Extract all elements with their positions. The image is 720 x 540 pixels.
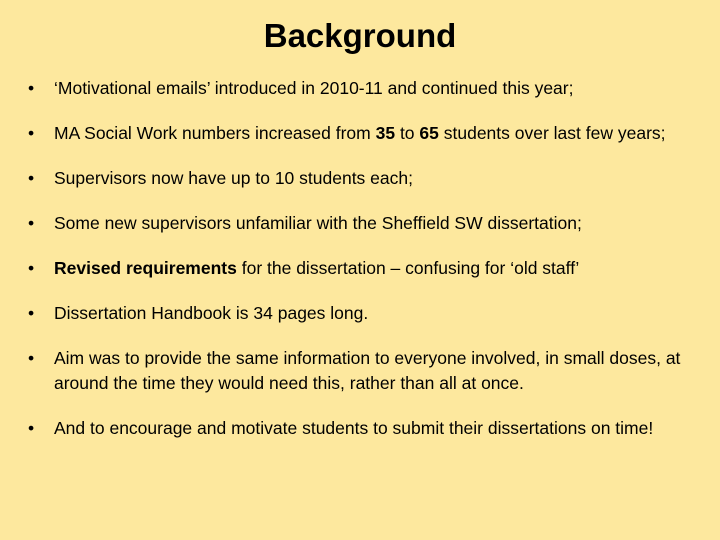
bullet-text: Aim was to provide the same information to everyone involved, in small doses, at around the time they would need this, rather than all at once. bbox=[54, 348, 681, 393]
bullet-marker: • bbox=[28, 258, 35, 278]
bullet-text-bold: Revised requirements bbox=[54, 258, 237, 278]
bullet-text: Supervisors now have up to 10 students each; bbox=[54, 168, 413, 188]
bullet-list bbox=[28, 76, 690, 461]
bullet-text-bold: 65 bbox=[419, 123, 439, 143]
bullet-item bbox=[28, 256, 690, 281]
bullet-marker: • bbox=[28, 168, 35, 188]
bullet-item bbox=[28, 416, 690, 441]
bullet-marker: • bbox=[28, 348, 35, 368]
bullet-item bbox=[28, 211, 690, 236]
bullet-item bbox=[28, 76, 690, 101]
bullet-item bbox=[28, 166, 690, 191]
bullet-item bbox=[28, 121, 690, 146]
bullet-text: students over last few years; bbox=[438, 123, 666, 143]
bullet-marker: • bbox=[28, 418, 35, 438]
bullet-marker: • bbox=[28, 78, 35, 98]
bullet-text-bold: 35 bbox=[375, 123, 396, 143]
bullet-text: to bbox=[395, 123, 420, 143]
bullet-marker: • bbox=[28, 213, 35, 233]
bullet-text: Some new supervisors unfamiliar with the Sheffield SW dissertation; bbox=[54, 213, 582, 233]
bullet-text: MA Social Work numbers increased from bbox=[54, 123, 376, 143]
bullet-marker: • bbox=[28, 303, 35, 323]
slide-title: Background bbox=[263, 17, 457, 54]
bullet-text: Dissertation Handbook is 34 pages long. bbox=[54, 303, 369, 323]
bullet-item bbox=[28, 301, 690, 326]
bullet-text: And to encourage and motivate students to submit their dissertations on time! bbox=[54, 418, 654, 438]
bullet-text: for the dissertation – confusing for ‘old staff’ bbox=[236, 258, 580, 278]
bullet-marker: • bbox=[28, 123, 35, 143]
bullet-item bbox=[28, 346, 690, 396]
bullet-text: ‘Motivational emails’ introduced in 2010-11 and continued this year; bbox=[54, 78, 574, 98]
